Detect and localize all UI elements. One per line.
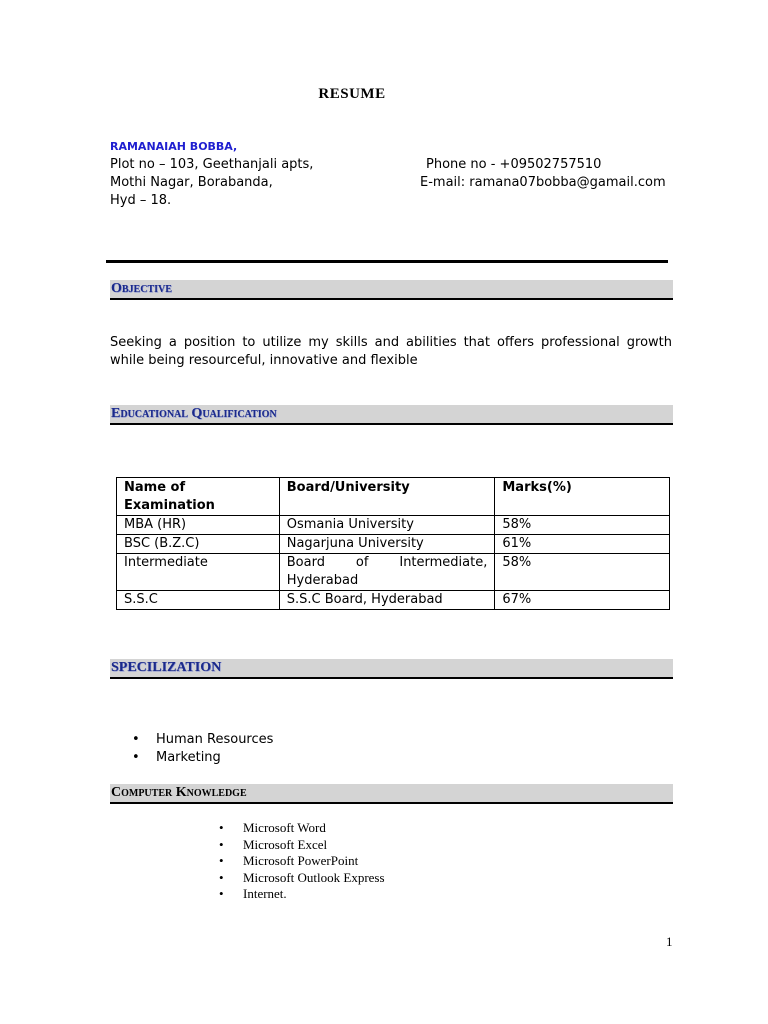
table-header-row <box>117 478 670 516</box>
specialization-list <box>110 731 273 767</box>
phone-number: Phone no - +09502757510 <box>426 157 602 172</box>
header-divider <box>106 260 668 263</box>
objective-heading: Objective <box>111 281 172 296</box>
marks-cell: 67% <box>495 591 670 610</box>
specialization-section-header <box>110 659 673 679</box>
computer-skills-list <box>215 820 385 903</box>
objective-text: Seeking a position to utilize my skills and abilities that offers professional growth while being resourceful, innovative and flexible <box>110 335 672 368</box>
email-address: E-mail: ramana07bobba@gamail.com <box>420 175 666 190</box>
address-line-1: Plot no – 103, Geethanjali apts, <box>110 157 314 172</box>
specialization-heading: SPECILIZATION <box>111 660 222 675</box>
address-line-2: Mothi Nagar, Borabanda, <box>110 175 273 190</box>
column-header-examination: Name of Examination <box>117 478 280 516</box>
examination-cell: MBA (HR) <box>117 516 280 535</box>
table-row <box>117 535 670 554</box>
column-header-board: Board/University <box>279 478 495 516</box>
list-item: • Microsoft Outlook Express <box>215 870 385 887</box>
examination-cell: Intermediate <box>117 554 280 591</box>
computer-section-header <box>110 784 673 804</box>
resume-title: RESUME <box>318 86 386 102</box>
table-row <box>117 591 670 610</box>
objective-section-header <box>110 280 673 300</box>
examination-cell: BSC (B.Z.C) <box>117 535 280 554</box>
board-cell: Nagarjuna University <box>279 535 495 554</box>
board-cell: Osmania University <box>279 516 495 535</box>
candidate-name: RAMANAIAH BOBBA, <box>110 140 238 153</box>
marks-cell: 58% <box>495 516 670 535</box>
list-item: • Microsoft Excel <box>215 837 385 854</box>
education-heading: Educational Qualification <box>111 406 277 421</box>
education-section-header <box>110 405 673 425</box>
page-number: 1 <box>666 934 673 949</box>
list-item: • Marketing <box>110 749 273 767</box>
list-item: • Microsoft Word <box>215 820 385 837</box>
computer-heading: Computer Knowledge <box>111 785 247 800</box>
table-row <box>117 516 670 535</box>
education-table <box>116 477 670 610</box>
board-cell: S.S.C Board, Hyderabad <box>279 591 495 610</box>
examination-cell: S.S.C <box>117 591 280 610</box>
table-row <box>117 554 670 591</box>
marks-cell: 61% <box>495 535 670 554</box>
list-item: • Internet. <box>215 886 385 903</box>
address-line-3: Hyd – 18. <box>110 193 172 208</box>
marks-cell: 58% <box>495 554 670 591</box>
board-cell: Board of Intermediate, Hyderabad <box>279 554 495 591</box>
column-header-marks: Marks(%) <box>495 478 670 516</box>
list-item: • Microsoft PowerPoint <box>215 853 385 870</box>
list-item: • Human Resources <box>110 731 273 749</box>
